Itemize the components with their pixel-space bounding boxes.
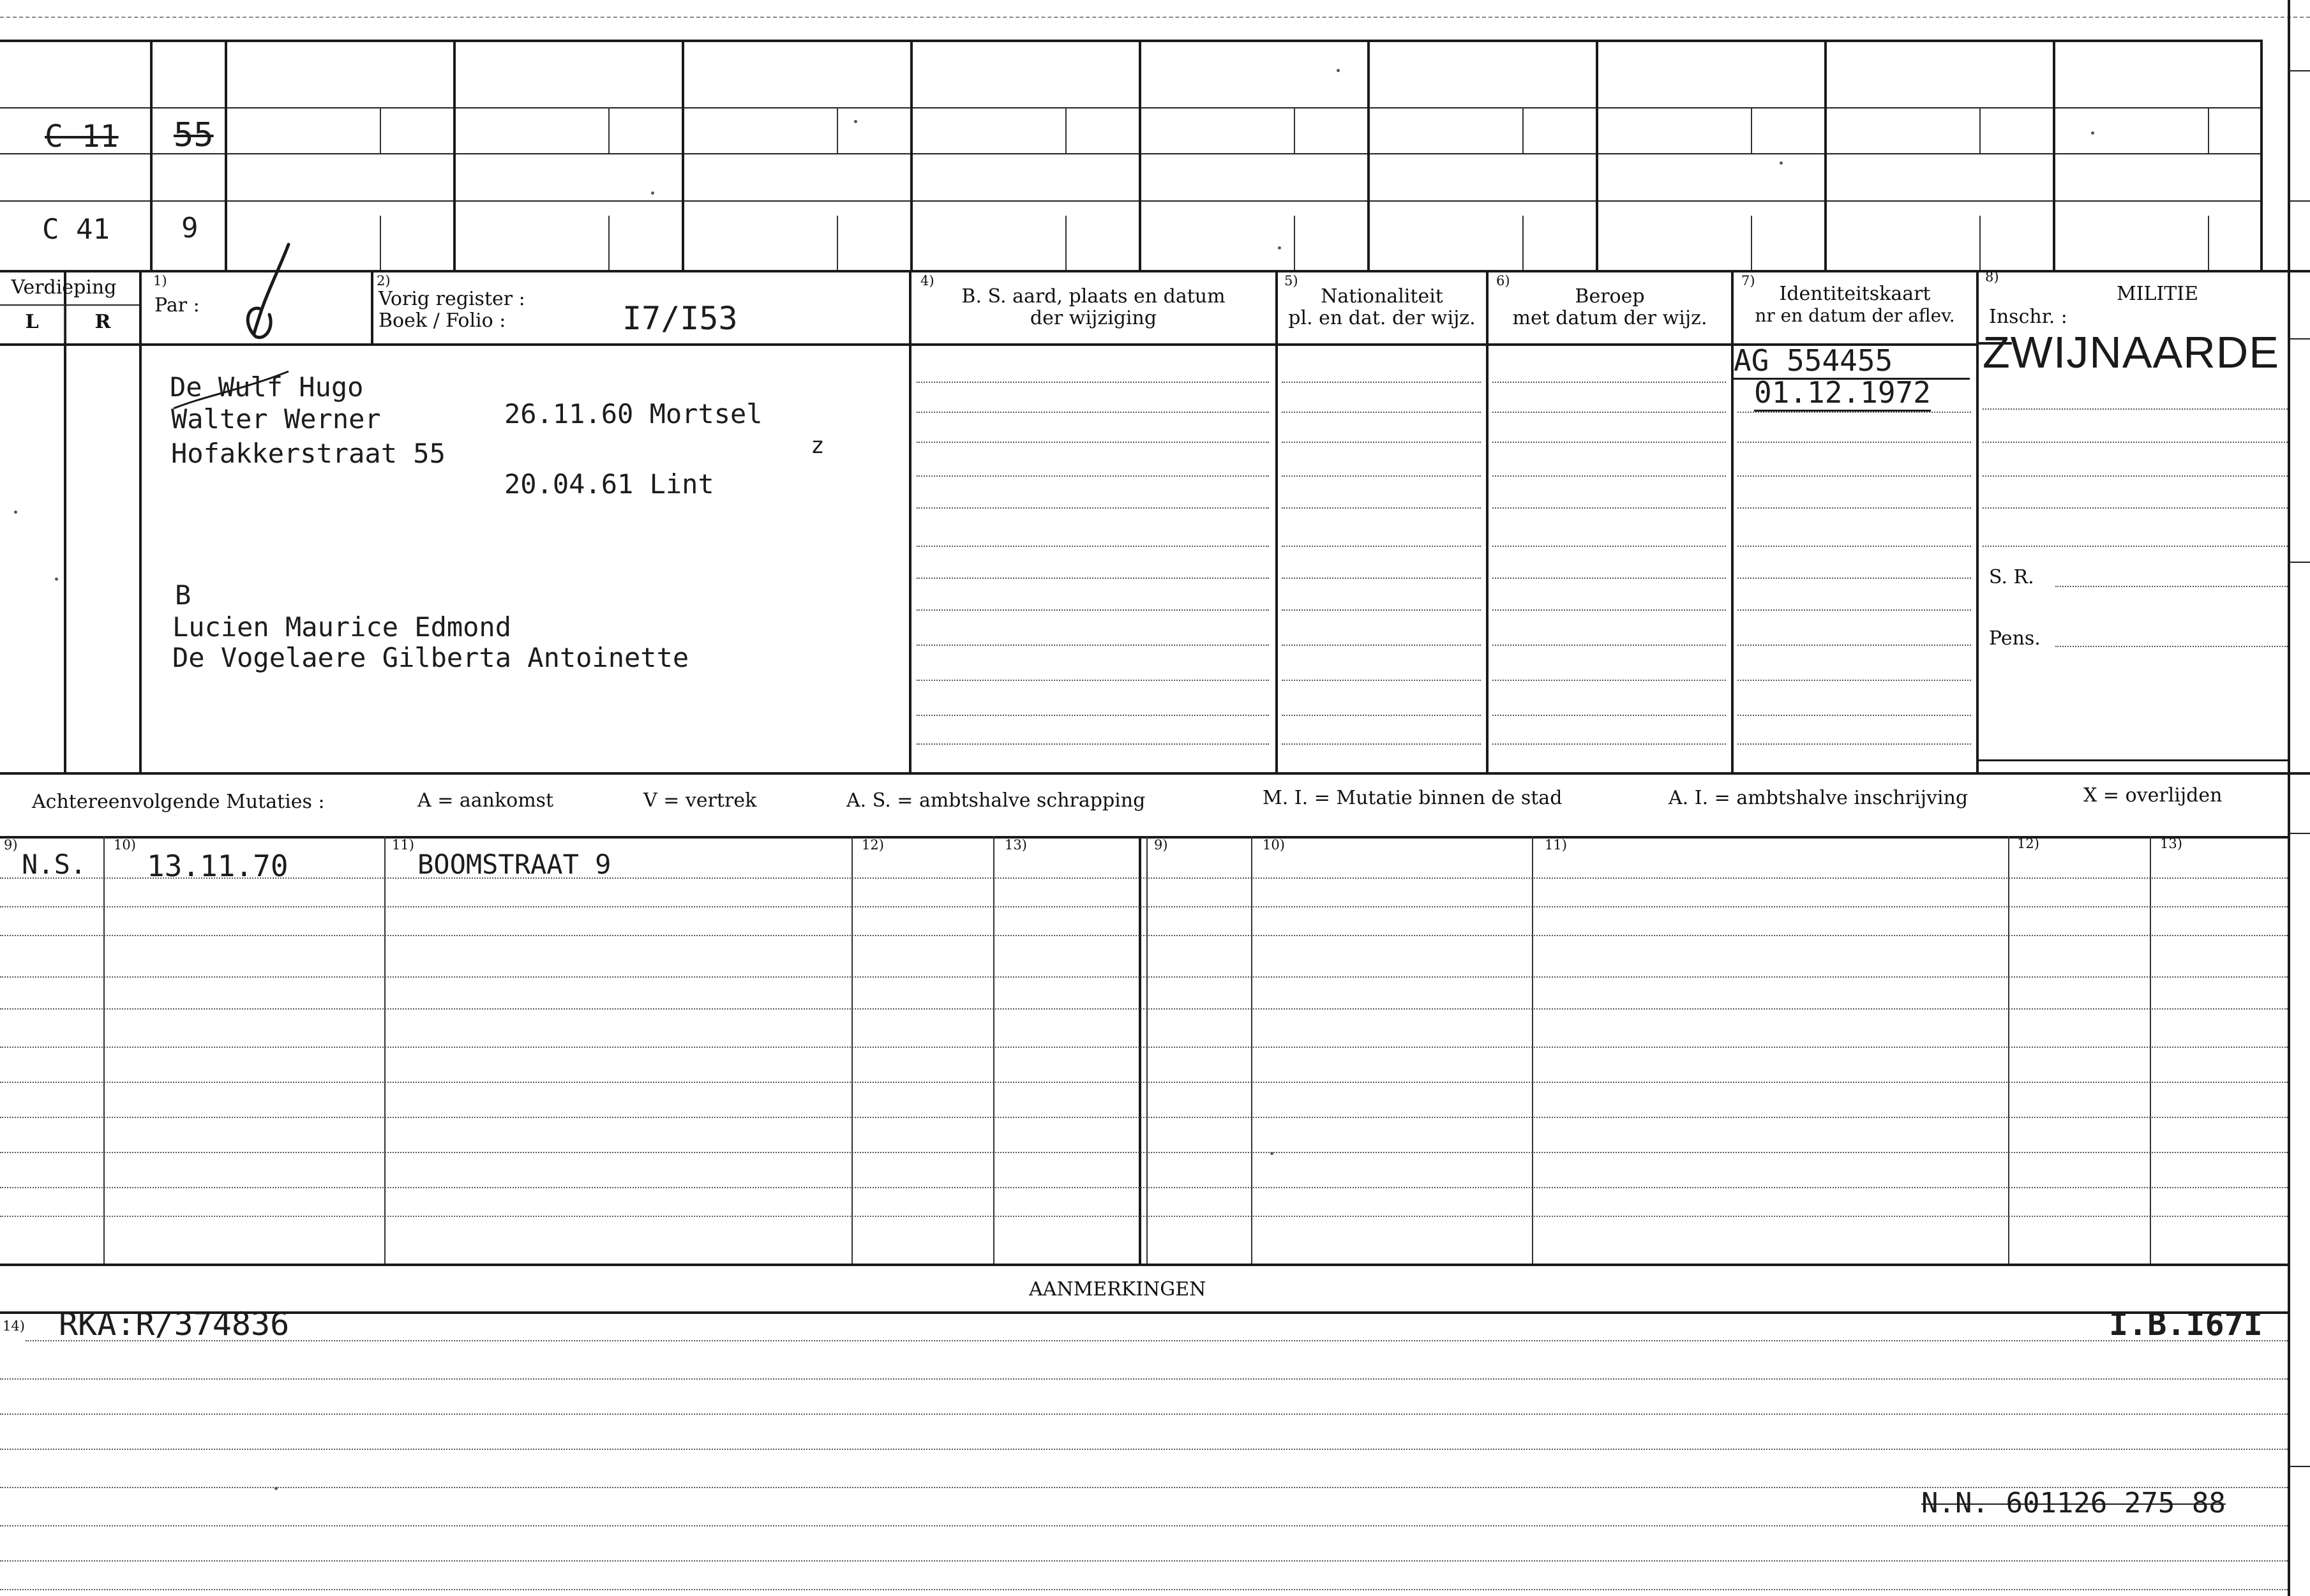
person-mother: De Vogelaere Gilberta Antoinette <box>172 642 689 673</box>
mutation-legend-x: X = overlijden <box>2083 784 2223 807</box>
col4-number: 4) <box>920 273 934 288</box>
mutation-legend-v: V = vertrek <box>643 789 757 812</box>
mutations-title: Achtereenvolgende Mutaties : <box>32 791 325 813</box>
verdieping-label: Verdieping <box>11 276 117 299</box>
col4-line1: B. S. aard, plaats en datum <box>961 285 1226 308</box>
col5-line2: pl. en dat. der wijz. <box>1288 307 1476 329</box>
person-arrival: 20.04.61 Lint <box>504 468 714 500</box>
mutation-col9-left: 9) <box>4 837 18 853</box>
mutation-col9-right: 9) <box>1154 837 1168 853</box>
col7-line1: Identiteitskaart <box>1779 283 1931 305</box>
mutation-col12-left: 12) <box>862 837 884 853</box>
mutation-entry-date: 13.11.70 <box>147 849 289 883</box>
mutation-col13-right: 13) <box>2160 836 2182 851</box>
col2-line2: Boek / Folio : <box>379 310 506 332</box>
index-row2-code: C 41 <box>42 213 110 246</box>
col8-number: 8) <box>1985 269 1999 285</box>
person-father: Lucien Maurice Edmond <box>172 611 512 643</box>
militia-pens-label: Pens. <box>1989 627 2041 650</box>
col1-number: 1) <box>153 273 167 288</box>
verdieping-left: L <box>25 311 39 333</box>
col4-line2: der wijziging <box>1030 307 1157 329</box>
col2-number: 2) <box>377 273 391 288</box>
col2-line1: Vorig register : <box>379 288 525 310</box>
mutation-col11-right: 11) <box>1545 837 1567 853</box>
person-address: Hofakkerstraat 55 <box>171 438 446 469</box>
mutation-col10-right: 10) <box>1263 837 1285 853</box>
person-birth: 26.11.60 Mortsel <box>504 398 763 429</box>
previous-register-value: I7/I53 <box>622 300 738 337</box>
person-relation: B <box>175 579 191 611</box>
identity-card-number: AG 554455 <box>1734 343 1970 380</box>
col7-number: 7) <box>1741 273 1755 288</box>
mutation-entry-address: BOOMSTRAAT 9 <box>417 849 611 880</box>
remarks-reference-ib: I.B.I67I <box>2109 1306 2263 1343</box>
index-row1-number: 55 <box>174 116 214 154</box>
remarks-title: AANMERKINGEN <box>1029 1278 1206 1301</box>
mutation-col13-left: 13) <box>1005 837 1027 853</box>
verdieping-right: R <box>94 311 111 333</box>
remarks-reference-rka: RKA:R/374836 <box>59 1306 290 1343</box>
col5-number: 5) <box>1284 273 1298 288</box>
remarks-number: 14) <box>3 1318 25 1334</box>
mutation-col11-left: 11) <box>392 837 414 853</box>
mutation-legend-as: A. S. = ambtshalve schrapping <box>846 789 1146 812</box>
militia-inscription-label: Inschr. : <box>1989 306 2067 328</box>
col5-line1: Nationaliteit <box>1321 285 1443 308</box>
col7-line2: nr en datum der aflev. <box>1755 305 1955 326</box>
signature <box>236 239 306 341</box>
index-row2-number: 9 <box>181 212 199 244</box>
person-marker: z <box>811 433 825 459</box>
mutation-legend-mi: M. I. = Mutatie binnen de stad <box>1263 787 1563 809</box>
identity-card-date: 01.12.1972 <box>1754 375 1931 412</box>
col6-line1: Beroep <box>1575 285 1645 308</box>
col1-label: Par : <box>154 294 200 317</box>
mutation-col12-right: 12) <box>2017 836 2039 851</box>
col6-number: 6) <box>1496 273 1510 288</box>
col6-line2: met datum der wijz. <box>1512 307 1707 329</box>
mutation-entry-code: N.S. <box>22 849 87 880</box>
index-row1-code: C 11 <box>45 119 119 154</box>
mutation-legend-a: A = aankomst <box>417 789 554 812</box>
person-middle-names: Walter Werner <box>171 403 381 435</box>
national-number: N.N. 601126 275 88 <box>1921 1487 2226 1519</box>
militia-title: MILITIE <box>2116 283 2199 305</box>
person-surname-given: De Wulf Hugo <box>170 371 364 403</box>
mutation-legend-ai: A. I. = ambtshalve inschrijving <box>1669 787 1969 809</box>
militia-sr-label: S. R. <box>1989 566 2034 588</box>
mutation-col10-left: 10) <box>114 837 136 853</box>
municipality-stamp: ZWIJNAARDE <box>1983 327 2279 377</box>
